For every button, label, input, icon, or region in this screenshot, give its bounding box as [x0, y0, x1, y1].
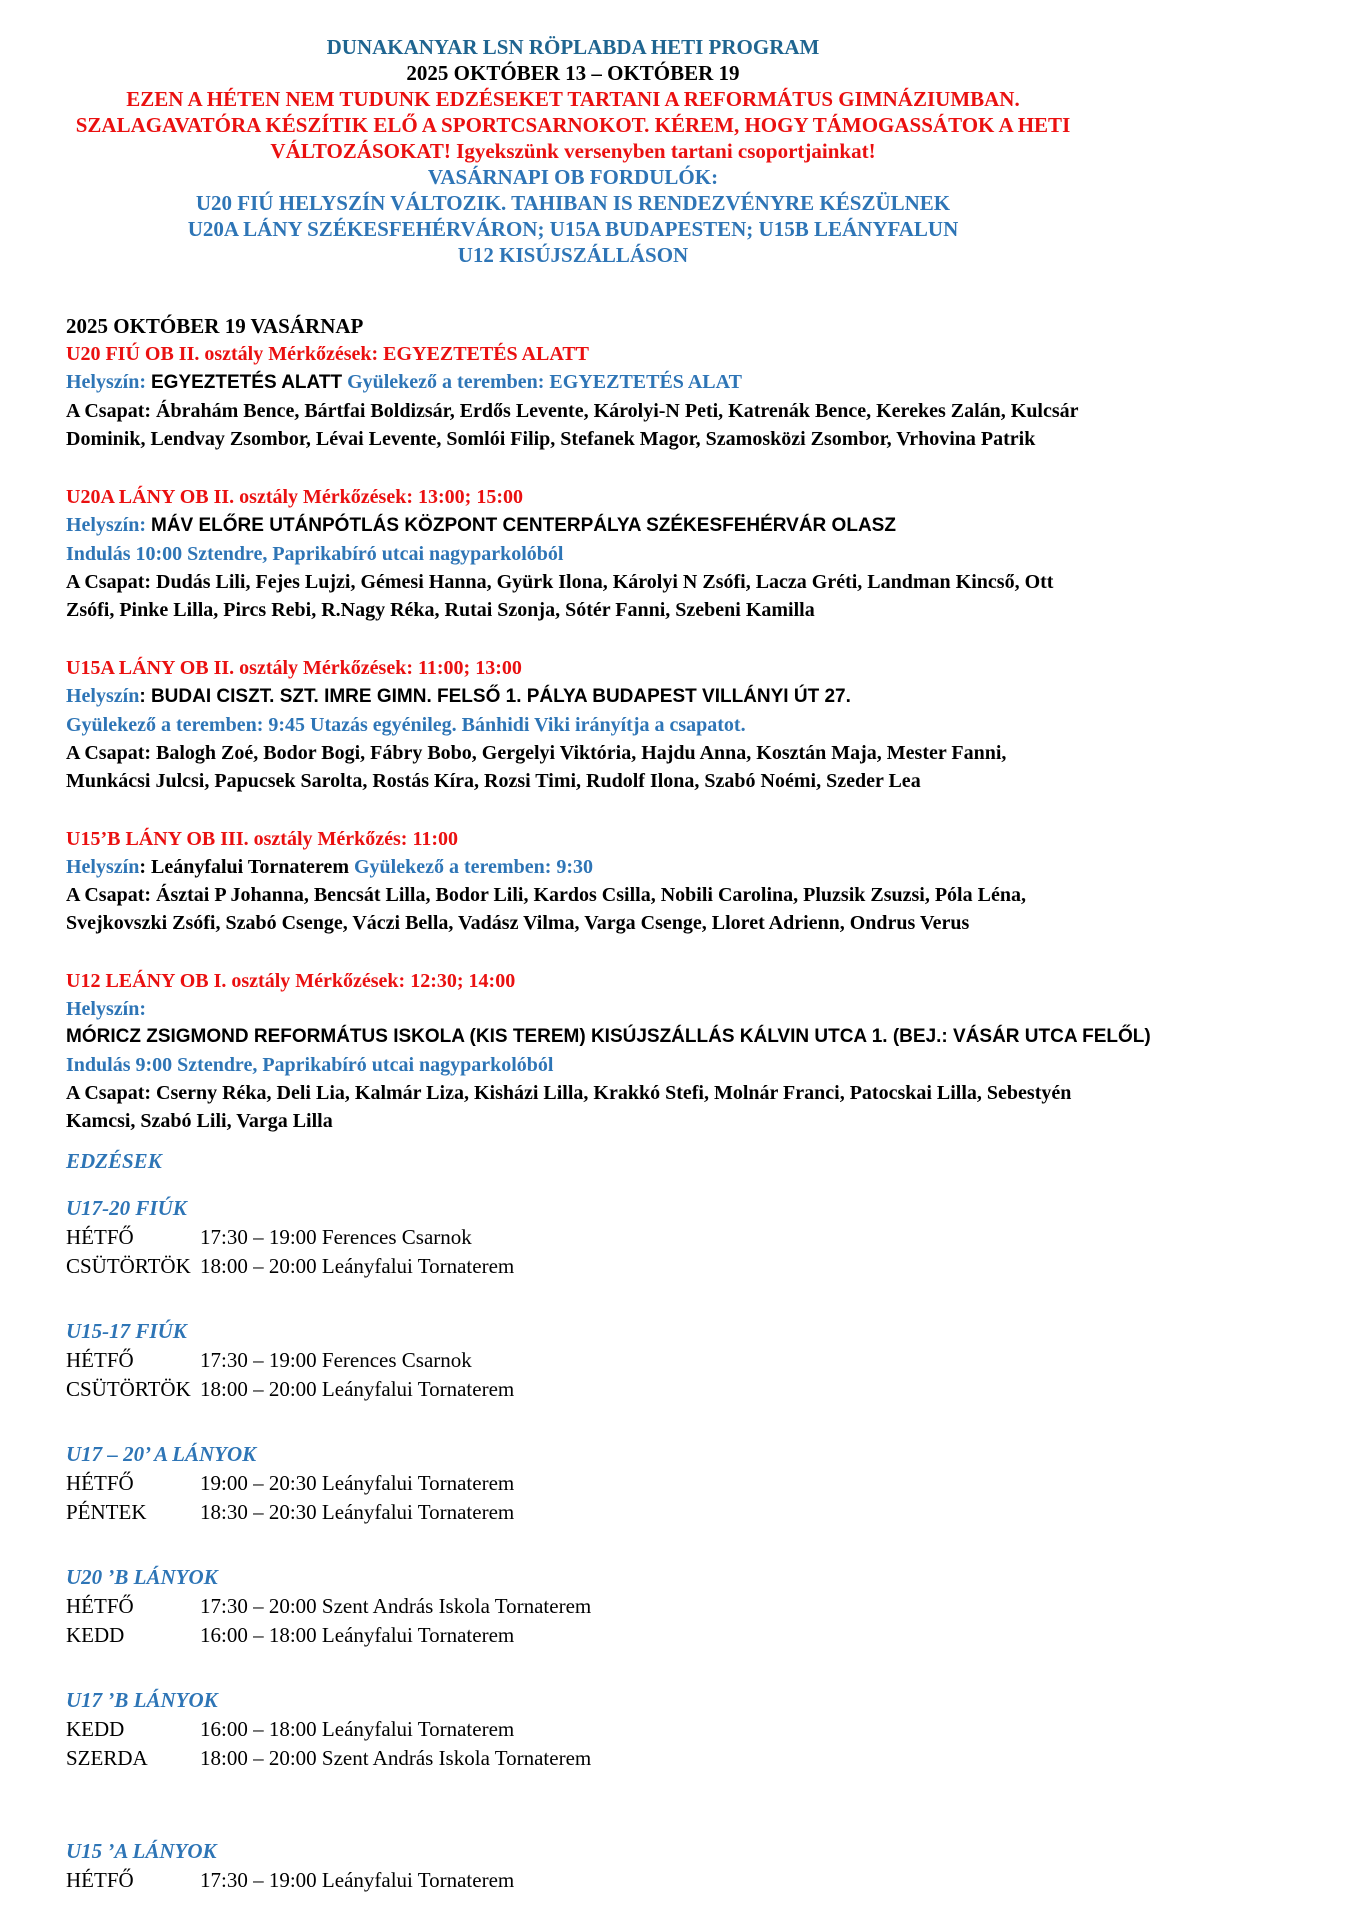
- training-row: [66, 1498, 1080, 1527]
- team-list: A Csapat: Dudás Lili, Fejes Lujzi, Gémesi Hanna, Gyürk Ilona, Károlyi N Zsófi, Lacza Gréti, Landman Kincső, Ott Zsófi, Pinke Lilla, Pircs Rebi, R.Nagy Réka, Rutai Szonja, Sótér Fanni, Szebeni Kamilla: [66, 571, 1054, 621]
- departure-info: Indulás 10:00 Sztendre, Paprikabíró utcai nagyparkolóból: [66, 543, 564, 565]
- match-section-u20a-lany: [66, 483, 1080, 624]
- document-header: [66, 34, 1080, 268]
- group-name: U17 – 20’ A LÁNYOK: [66, 1442, 257, 1466]
- team-list: A Csapat: Cserny Réka, Deli Lia, Kalmár Liza, Kisházi Lilla, Krakkó Stefi, Molnár Franci, Patocskai Lilla, Sebestyén Kamcsi, Szabó Lili, Varga Lilla: [66, 1082, 1072, 1132]
- training-row: [66, 1346, 1080, 1375]
- sunday-line: U12 KISÚJSZÁLLÁSON: [457, 243, 689, 267]
- training-group-u15-a-lanyok: [66, 1837, 1080, 1895]
- team-list: A Csapat: Ábrahám Bence, Bártfai Boldizsár, Erdős Levente, Károlyi-N Peti, Katrenák Bence, Kerekes Zalán, Kulcsár Dominik, Lendvay Zsombor, Lévai Levente, Somlói Filip, Stefanek Magor, Szamosközi Zsombor, Vrhovina Patrik: [66, 400, 1079, 450]
- venue: EGYEZTETÉS ALATT: [151, 372, 343, 393]
- day-cell: HÉTFŐ: [66, 1348, 134, 1372]
- day-cell: PÉNTEK: [66, 1500, 147, 1524]
- day-cell: HÉTFŐ: [66, 1594, 134, 1618]
- group-name: U17 ’B LÁNYOK: [66, 1688, 218, 1712]
- venue: MÓRICZ ZSIGMOND REFORMÁTUS ISKOLA (KIS TEREM) KISÚJSZÁLLÁS KÁLVIN UTCA 1. (BEJ.: VÁSÁR UTCA FELŐL): [66, 1026, 1151, 1047]
- warning-line: VÁLTOZÁSOKAT! Igyekszünk versenyben tartani csoportjainkat!: [270, 139, 876, 163]
- training-row: [66, 1223, 1080, 1252]
- venue-label: Helyszín:: [66, 998, 146, 1020]
- meeting-info: Gyülekező a teremben: 9:30: [353, 856, 594, 878]
- trainings-heading: EDZÉSEK: [66, 1149, 162, 1173]
- trainings-section: [66, 1147, 1080, 1895]
- meeting-info: Gyülekező a teremben: EGYEZTETÉS ALAT: [347, 371, 742, 393]
- day-cell: HÉTFŐ: [66, 1868, 134, 1892]
- sunday-line: VASÁRNAPI OB FORDULÓK:: [427, 165, 719, 189]
- training-row: [66, 1866, 1080, 1895]
- match-section-u12-leany: [66, 967, 1151, 1135]
- venue-line: [66, 682, 1080, 711]
- training-row: [66, 1744, 1080, 1773]
- match-section-u15b-lany: [66, 825, 1080, 937]
- group-name: U17-20 FIÚK: [66, 1196, 187, 1220]
- group-name: U15 ’A LÁNYOK: [66, 1839, 217, 1863]
- schedule-cell: 18:00 – 20:00 Szent András Iskola Tornaterem: [200, 1746, 592, 1770]
- warning-line: EZEN A HÉTEN NEM TUDUNK EDZÉSEKET TARTANI A REFORMÁTUS GIMNÁZIUMBAN.: [126, 87, 1020, 111]
- match-title: U20A LÁNY OB II. osztály Mérkőzések: 13:00; 15:00: [66, 486, 523, 508]
- training-row: [66, 1252, 1080, 1281]
- training-row: [66, 1715, 1080, 1744]
- schedule-cell: 16:00 – 18:00 Leányfalui Tornaterem: [200, 1717, 515, 1741]
- schedule-cell: 18:30 – 20:30 Leányfalui Tornaterem: [200, 1500, 515, 1524]
- match-title: U15A LÁNY OB II. osztály Mérkőzések: 11:00; 13:00: [66, 657, 522, 679]
- venue-line: [66, 511, 1080, 540]
- group-name: U15-17 FIÚK: [66, 1319, 187, 1343]
- venue-label: Helyszín:: [66, 514, 146, 536]
- training-group-u20-b-lanyok: [66, 1563, 1080, 1650]
- warning-line: SZALAGAVATÓRA KÉSZÍTIK ELŐ A SPORTCSARNOKOT. KÉREM, HOGY TÁMOGASSÁTOK A HETI: [75, 113, 1071, 137]
- day-cell: SZERDA: [66, 1746, 148, 1770]
- training-group-u15-17-fiuk: [66, 1317, 1080, 1404]
- day-cell: KEDD: [66, 1623, 125, 1647]
- match-title: U12 LEÁNY OB I. osztály Mérkőzések: 12:30; 14:00: [66, 970, 516, 992]
- day-cell: CSÜTÖRTÖK: [66, 1254, 191, 1278]
- departure-info: Indulás 9:00 Sztendre, Paprikabíró utcai nagyparkolóból: [66, 1054, 554, 1076]
- venue-line: [66, 853, 1080, 881]
- team-list: A Csapat: Ásztai P Johanna, Bencsát Lilla, Bodor Lili, Kardos Csilla, Nobili Carolina, Pluzsik Zsuzsi, Póla Léna, Svejkovszki Zsófi, Szabó Csenge, Váczi Bella, Vadász Vilma, Varga Csenge, Lloret Adrienn, Ondrus Verus: [66, 884, 1026, 934]
- venue-line: [66, 368, 1080, 397]
- schedule-cell: 18:00 – 20:00 Leányfalui Tornaterem: [200, 1377, 515, 1401]
- schedule-cell: 17:30 – 19:00 Leányfalui Tornaterem: [200, 1868, 515, 1892]
- training-row: [66, 1375, 1080, 1404]
- sunday-line: U20 FIÚ HELYSZÍN VÁLTOZIK. TAHIBAN IS RENDEZVÉNYRE KÉSZÜLNEK: [195, 191, 951, 215]
- schedule-cell: 19:00 – 20:30 Leányfalui Tornaterem: [200, 1471, 515, 1495]
- meeting-info: Gyülekező a teremben: 9:45 Utazás egyénileg. Bánhidi Viki irányítja a csapatot.: [66, 714, 746, 736]
- venue: : BUDAI CISZT. SZT. IMRE GIMN. FELSŐ 1. PÁLYA BUDAPEST VILLÁNYI ÚT 27.: [139, 686, 851, 707]
- day-cell: CSÜTÖRTÖK: [66, 1377, 191, 1401]
- training-row: [66, 1592, 1080, 1621]
- day-cell: HÉTFŐ: [66, 1225, 134, 1249]
- group-name: U20 ’B LÁNYOK: [66, 1565, 218, 1589]
- date-range: 2025 OKTÓBER 13 – OKTÓBER 19: [406, 61, 740, 85]
- match-section-u15a-lany: [66, 654, 1080, 795]
- venue-label: Helyszín: [66, 856, 140, 878]
- training-row: [66, 1469, 1080, 1498]
- training-group-u17-b-lanyok: [66, 1686, 1080, 1773]
- schedule-cell: 17:30 – 19:00 Ferences Csarnok: [200, 1225, 472, 1249]
- day-cell: HÉTFŐ: [66, 1471, 134, 1495]
- page-title: DUNAKANYAR LSN RÖPLABDA HETI PROGRAM: [326, 35, 820, 59]
- training-row: [66, 1621, 1080, 1650]
- schedule-cell: 18:00 – 20:00 Leányfalui Tornaterem: [200, 1254, 515, 1278]
- venue-label: Helyszín:: [66, 371, 146, 393]
- schedule-cell: 17:30 – 19:00 Ferences Csarnok: [200, 1348, 472, 1372]
- training-group-u17-20-fiuk: [66, 1194, 1080, 1281]
- schedule-cell: 16:00 – 18:00 Leányfalui Tornaterem: [200, 1623, 515, 1647]
- training-group-u17-20-a-lanyok: [66, 1440, 1080, 1527]
- match-title: U15’B LÁNY OB III. osztály Mérkőzés: 11:00: [66, 828, 459, 850]
- day-heading: 2025 OKTÓBER 19 VASÁRNAP: [66, 314, 364, 338]
- venue: MÁV ELŐRE UTÁNPÓTLÁS KÖZPONT CENTERPÁLYA SZÉKESFEHÉRVÁR OLASZ: [151, 515, 896, 536]
- schedule-cell: 17:30 – 20:00 Szent András Iskola Tornaterem: [200, 1594, 592, 1618]
- match-title: U20 FIÚ OB II. osztály Mérkőzések: EGYEZTETÉS ALATT: [66, 343, 589, 365]
- day-cell: KEDD: [66, 1717, 125, 1741]
- venue-label: Helyszín: [66, 685, 140, 707]
- match-section-u20-fiu: [66, 340, 1080, 453]
- venue: : Leányfalui Tornaterem: [139, 856, 354, 878]
- sunday-line: U20A LÁNY SZÉKESFEHÉRVÁRON; U15A BUDAPESTEN; U15B LEÁNYFALUN: [187, 217, 959, 241]
- team-list: A Csapat: Balogh Zoé, Bodor Bogi, Fábry Bobo, Gergelyi Viktória, Hajdu Anna, Kosztán Maja, Mester Fanni, Munkácsi Julcsi, Papucsek Sarolta, Rostás Kíra, Rozsi Timi, Rudolf Ilona, Szabó Noémi, Szeder Lea: [66, 742, 1007, 792]
